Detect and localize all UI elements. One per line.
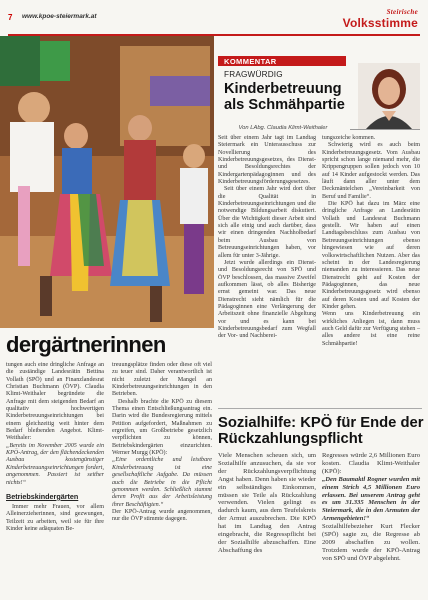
paragraph: Sozialhilfebezieher Kurt Flecker (SPÖ) sagte zu, die Regresse ab 2009 abschaffen zu wollen. Trotzdem wurde der KPÖ-Antrag von SPÖ und ÖVP abgelehnt. bbox=[322, 523, 420, 562]
divider bbox=[350, 129, 420, 130]
author-photo bbox=[358, 63, 420, 129]
paragraph: Wenn uns Kinderbetreuung ein wirkliches Anliegen ist, dann muss auch Geld dafür zur Verfügung stehen – alles andere ist eine reine Schmähpartie! bbox=[322, 311, 420, 347]
photo-illustration bbox=[0, 36, 214, 328]
masthead-top: Steirische bbox=[386, 8, 418, 16]
commentary-label: KOMMENTAR bbox=[218, 56, 346, 66]
commentary-kicker: FRAGWÜRDIG bbox=[224, 70, 283, 79]
paragraph: Jetzt wurde allerdings ein Dienst- und Besoldungsrecht von SPÖ und ÖVP beschlossen, das massive Zweifel aufkommen lässt, ob alles Bisherige ernst gemeint war. Das neue Dienstrecht sieht nämlich für die Pädagoginnen eine Verlängerung der Arbeitszeit ohne finanzielle Abgeltung vor und es kann bei Kinderbetreuungsbedarf zum Wegfall der Vor- und Nachberei- bbox=[218, 259, 316, 340]
quote: „Eine ordentliche und leistbare Kinderbetreuung ist eine gesellschaftliche Aufgabe. Da müssen auch die Betriebe in die Pflicht genommen werden. Schließlich stammt deren Profit aus der Arbeitsleistung ihrer Beschäftigten.“ bbox=[112, 457, 212, 508]
left-article-column-1 bbox=[6, 362, 104, 533]
subheading: Betriebskindergärten bbox=[6, 491, 79, 501]
paragraph: Seit über einem Jahr tagt im Landtag Steiermark ein Unterausschuss zur Novellierung des Kinderbetreuungsgesetzes, des Dienst- und Besoldungsrechtes der Kindergartenpädagoginnen und des Kinderbetreuungsförderungsgesetzes. bbox=[218, 135, 316, 186]
paragraph: tungszeiche kommen. bbox=[322, 135, 376, 141]
page-number: 7 bbox=[8, 13, 13, 22]
author-portrait-icon bbox=[358, 63, 420, 129]
left-article-column-2 bbox=[112, 362, 212, 524]
paragraph: Schwierig wird es auch beim Kinderbetreuungsgesetz. Vom Ausbau spricht schon lange niemand mehr, die Krippengruppen sollen jedoch von 10 auf 14 Kinder aufgestockt werden. Das läuft dann aller unter dem Deckmäntelchen „Vereinbarkeit von Beruf und Familie“. bbox=[322, 142, 420, 200]
paragraph: tungen auch eine dringliche Anfrage an die zuständige Landesrätin Bettina Vollath (SPÖ) und an Finanzlandesrat Christian Buchmann (ÖVP). Claudia Klimt-Weithaler begründete die Anfrage mit dem steigenden Bedarf an qualitativ hochwertigen Kinderbetreuungseinrichtungen bei einem gleichzeitig weit hinter dem Bedarf bleibenden Angebot. Klimt-Weithaler: bbox=[6, 362, 104, 442]
paragraph: Immer mehr Frauen, vor allem Alleinerzieherinnen, sind gezwungen, Teilzeit zu arbeiten, weil sie für ihre Kinder keine adäquaten Be- bbox=[6, 503, 104, 532]
commentary-header bbox=[218, 52, 420, 120]
website-url[interactable]: www.kpoe-steiermark.at bbox=[22, 13, 97, 20]
paragraph: Seit über einem Jahr wird dort über die Qualität in Kinderbetreuungseinrichtungen und die notwendige Bildungsarbeit diskutiert. Über die Wichtigkeit dieser Arbeit sind sich alle einig und auch darüber, dass wir einen dringenden Nachholbedarf beim Ausbau von Betreuungseinrichtungen haben, vor allem für unter 3-Jährige. bbox=[218, 186, 316, 259]
commentary-column-2 bbox=[322, 135, 420, 348]
paragraph: treuungsplätze finden oder diese oft viel zu teuer sind. Daher verantwortlich ist nicht zuletzt der Mangel an Kinderbetreuungseinrichtungen in den Betrieben. bbox=[112, 362, 212, 398]
paragraph: Deshalb brachte die KPÖ zu diesem Thema einen Entschließungsantrag ein. Darin wird die Bundesregierung mittels Petition aufgefordert, Maßnahmen zu ergreifen, um Großbetriebe gesetzlich verpflichten zu können, Betriebskindergärten einzurichten. Werner Murgg (KPÖ): bbox=[112, 398, 212, 457]
commentary-column-1 bbox=[218, 135, 316, 341]
masthead-title: Volksstimme bbox=[342, 16, 418, 30]
kindergarten-photo bbox=[0, 36, 214, 328]
paragraph: Viele Menschen scheuen sich, um Sozialhilfe anzusuchen, da sie vor der Rückzahlungsverpflichtung Angst haben. Denn haben sie wieder ein selbständiges Einkommen, müssen sie Teile als Rückzahlung verwenden. Vielen gelingt es dadurch kaum, aus dem Teufelskreis der Armut auszubrechen. Die KPÖ hat im Landtag den Antrag eingebracht, die Regresspflicht bei der Sozialhilfe abzuschaffen. Eine Abschaffung des bbox=[218, 452, 316, 554]
sozialhilfe-column-2 bbox=[322, 452, 420, 563]
sozialhilfe-column-1 bbox=[218, 452, 316, 555]
quote: „Den Baumaktl Rogner wurden mit einem Strich 4,5 Millionen Euro erlassen. Bei unserem Antrag geht es um 31.335 Menschen in der Steiermark, die in den Armuten der Armengebieten!“ bbox=[322, 475, 420, 523]
paragraph: Regresses würde 2,6 Millionen Euro kosten. Claudia Klimt-Weithaler (KPÖ): bbox=[322, 452, 420, 475]
quote: „Bereits im November 2005 wurde ein KPÖ-Antrag, der den flächendeckenden Ausbau kostengünstiger Kinderbetreuungseinrichtungen fordert, angenommen. Passiert ist seither nichts!“ bbox=[6, 442, 104, 486]
article-headline: dergärtnerinnen bbox=[6, 332, 166, 357]
sozialhilfe-headline: Sozialhilfe: KPÖ für Ende der Rückzahlungspflicht bbox=[218, 415, 424, 447]
commentary-author: Von LAbg. Claudia Klimt-Weithaler bbox=[238, 125, 328, 131]
commentary-title: Kinderbetreuung als Schmähpartie bbox=[224, 81, 345, 113]
paragraph: Der KPÖ-Antrag wurde angenommen, nur die ÖVP stimmte dagegen. bbox=[112, 508, 212, 523]
paragraph: Die KPÖ hat dazu im März eine dringliche Anfrage an Landesrätin Vollath und Landesrat Buchmann gestellt. Wir haben auf einen Landtagsbeschluss zum Ausbau von Betreuungseinrichtungen ebenso hingewiesen wie auf deren volkswirtschaftlichen Nutzen. Aber das scheint in der Landesregierung niemanden zu interessieren. Das neue Dienstrecht geht auf Kosten der Pädagoginnen, das neue Kinderbetreuungsgesetz wird ebenso auf deren Kosten und auf Kosten der Kinder gehen. bbox=[322, 201, 420, 310]
divider bbox=[218, 408, 422, 409]
